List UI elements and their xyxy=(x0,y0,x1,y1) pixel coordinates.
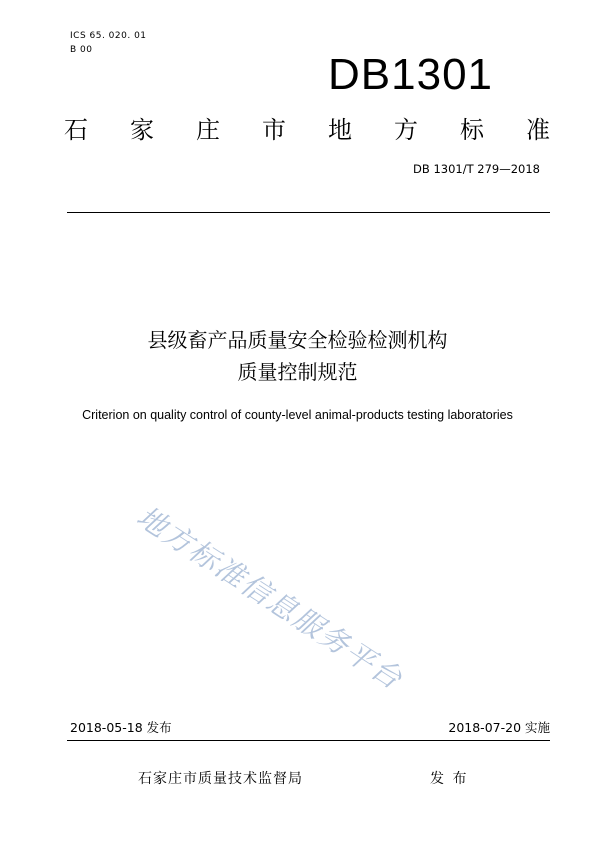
english-title: Criterion on quality control of county-level animal-products testing laboratories xyxy=(82,408,513,422)
classification-code: B 00 xyxy=(70,45,93,55)
publish-label: 发 布 xyxy=(430,771,469,787)
standard-type-char: 标 xyxy=(460,116,484,144)
standard-type xyxy=(64,114,550,146)
standard-type-char: 地 xyxy=(328,116,352,144)
standard-type-char: 家 xyxy=(130,116,154,144)
document-title-line2: 质量控制规范 xyxy=(237,360,358,384)
standard-code: DB1301 xyxy=(328,50,494,99)
standard-type-char: 石 xyxy=(64,116,88,144)
standard-type-char: 庄 xyxy=(196,116,220,144)
document-title-line1: 县级畜产品质量安全检验检测机构 xyxy=(147,328,448,352)
top-divider xyxy=(67,212,550,213)
bottom-divider xyxy=(67,740,550,741)
standard-type-char: 市 xyxy=(262,116,286,144)
issue-date: 2018-05-18 发布 xyxy=(70,720,172,735)
publisher-name: 石家庄市质量技术监督局 xyxy=(138,771,303,787)
implementation-date: 2018-07-20 实施 xyxy=(448,720,550,735)
ics-code: ICS 65. 020. 01 xyxy=(70,31,147,41)
standard-number: DB 1301/T 279—2018 xyxy=(413,162,540,176)
standard-type-char: 准 xyxy=(526,116,550,144)
standard-type-char: 方 xyxy=(394,116,418,144)
watermark: 地方标准信息服务平台 xyxy=(130,499,410,697)
